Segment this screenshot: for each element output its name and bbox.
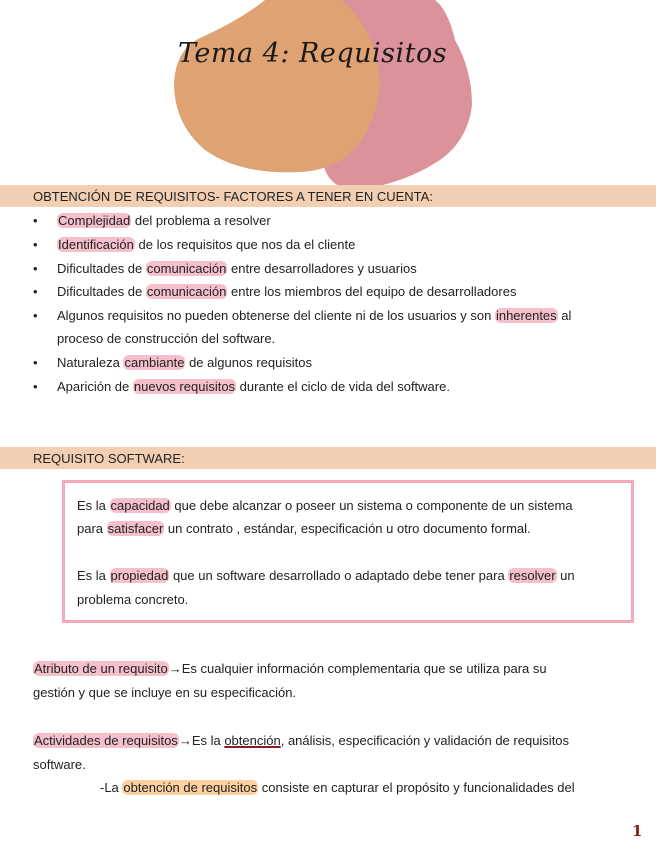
- text-segment: software.: [33, 757, 86, 772]
- text-line: [57, 331, 275, 346]
- highlighted-term: nuevos requisitos: [133, 379, 236, 394]
- text-segment: de algunos requisitos: [185, 355, 312, 370]
- text-line: [77, 592, 188, 607]
- text-line: [33, 757, 86, 772]
- bullet-icon: •: [33, 379, 38, 394]
- highlighted-term: satisfacer: [107, 521, 164, 536]
- text-line: [77, 498, 573, 513]
- text-line: [77, 521, 531, 536]
- text-segment: problema concreto.: [77, 592, 189, 607]
- text-segment: de los requisitos que nos da el cliente: [134, 237, 356, 252]
- text-segment: Dificultades de: [57, 261, 146, 276]
- text-segment: al: [557, 308, 572, 323]
- section-heading: OBTENCIÓN DE REQUISITOS- FACTORES A TENER EN CUENTA:: [33, 189, 433, 204]
- text-segment: Dificultades de: [57, 284, 146, 299]
- highlighted-term: obtención de requisitos: [123, 780, 258, 795]
- highlighted-term: propiedad: [110, 568, 169, 583]
- text-line: [57, 261, 417, 276]
- text-segment: un contrato , estándar, especificación u otro documento formal.: [164, 521, 531, 536]
- bullet-icon: •: [33, 308, 38, 323]
- text-line: [33, 733, 569, 748]
- text-line: [57, 355, 312, 370]
- highlighted-term: Actividades de requisitos: [34, 733, 178, 748]
- highlighted-term: Atributo de un requisito: [34, 661, 168, 676]
- highlighted-term: inherentes: [495, 308, 557, 323]
- text-line: [33, 685, 296, 700]
- text-segment: que un software desarrollado o adaptado debe tener para: [169, 568, 509, 583]
- text-segment: del problema a resolver: [131, 213, 271, 228]
- text-segment: Es la: [77, 498, 110, 513]
- text-segment: gestión y que se incluye en su especificación.: [33, 685, 297, 700]
- text-segment: , análisis, especificación y validación de requisitos: [280, 733, 570, 748]
- text-segment: Naturaleza: [57, 355, 124, 370]
- highlighted-term: capacidad: [110, 498, 170, 513]
- bullet-icon: •: [33, 355, 38, 370]
- text-segment: proceso de construcción del software.: [57, 331, 276, 346]
- page-title: Tema 4: Requisitos: [178, 38, 448, 69]
- text-segment: entre desarrolladores y usuarios: [227, 261, 417, 276]
- text-segment: que debe alcanzar o poseer un sistema o componente de un sistema: [170, 498, 573, 513]
- decorative-blobs: [0, 0, 656, 200]
- text-segment: →Es cualquier información complementaria que se utiliza para su: [168, 661, 547, 676]
- highlighted-term: obtención: [224, 733, 281, 748]
- bullet-icon: •: [33, 237, 38, 252]
- text-segment: Algunos requisitos no pueden obtenerse del cliente ni de los usuarios y son: [57, 308, 495, 323]
- highlighted-term: Identificación: [58, 237, 134, 252]
- text-line: [57, 284, 516, 299]
- highlighted-term: comunicación: [146, 284, 227, 299]
- text-line: [57, 379, 450, 394]
- highlighted-term: resolver: [509, 568, 556, 583]
- text-segment: Es la: [77, 568, 110, 583]
- highlighted-term: comunicación: [146, 261, 227, 276]
- highlighted-term: cambiante: [124, 355, 185, 370]
- page-number: 1: [632, 822, 643, 840]
- text-segment: para: [77, 521, 107, 536]
- highlighted-term: Complejidad: [58, 213, 131, 228]
- text-segment: Aparición de: [57, 379, 133, 394]
- text-line: [57, 308, 571, 323]
- text-line: [33, 661, 547, 676]
- text-line: [57, 213, 271, 228]
- text-segment: -La: [100, 780, 123, 795]
- section-heading: REQUISITO SOFTWARE:: [33, 451, 185, 466]
- bullet-icon: •: [33, 284, 38, 299]
- text-line: [100, 780, 575, 795]
- bullet-icon: •: [33, 261, 38, 276]
- text-line: [57, 237, 355, 252]
- bullet-icon: •: [33, 213, 38, 228]
- text-segment: un: [556, 568, 575, 583]
- text-segment: consiste en capturar el propósito y funcionalidades del: [258, 780, 575, 795]
- text-segment: entre los miembros del equipo de desarrolladores: [227, 284, 517, 299]
- section-header-requisito-software: [0, 447, 656, 469]
- section-header-obtencion: [0, 185, 656, 207]
- text-segment: durante el ciclo de vida del software.: [236, 379, 450, 394]
- text-segment: →Es la: [178, 733, 225, 748]
- text-line: [77, 568, 575, 583]
- orange-blob: [174, 0, 380, 172]
